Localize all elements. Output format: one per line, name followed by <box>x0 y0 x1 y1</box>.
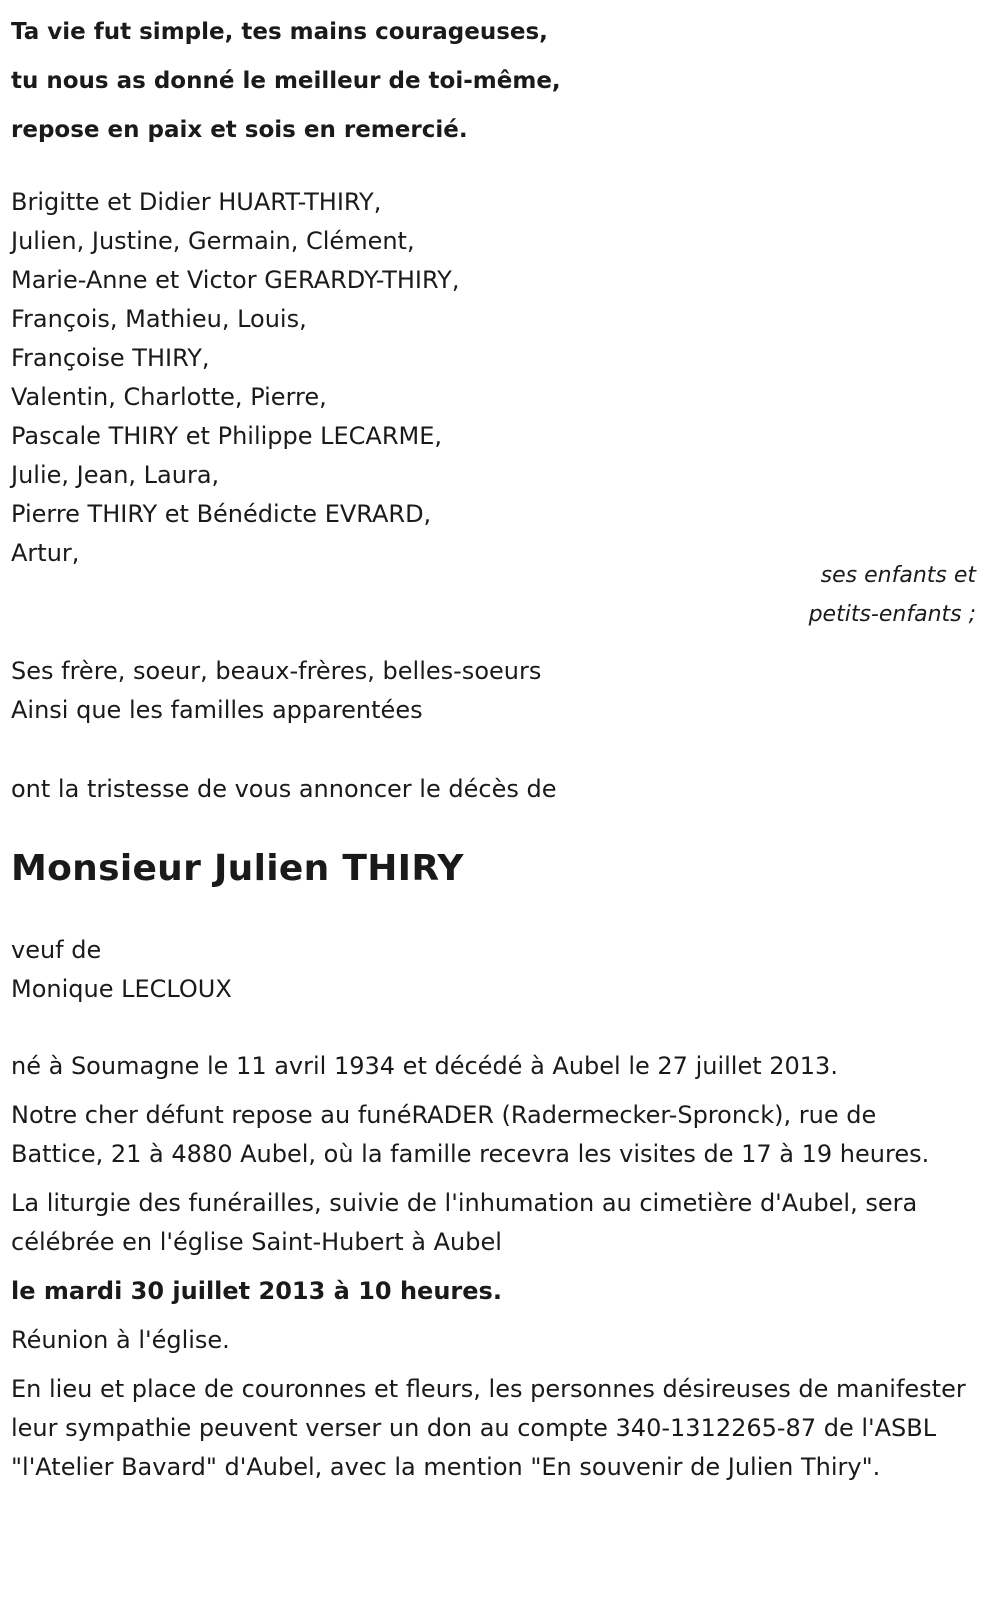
family-relation-caption <box>11 556 976 634</box>
poem-line: Ta vie fut simple, tes mains courageuses, <box>11 19 548 45</box>
epitaph-poem <box>11 0 976 155</box>
extended-family <box>11 652 976 730</box>
announcement-text: ont la tristesse de vous annoncer le décès de <box>11 775 557 803</box>
spouse-line: veuf de <box>11 936 102 964</box>
extended-family-line: Ainsi que les familles apparentées <box>11 696 423 724</box>
spouse-name: Monique LECLOUX <box>11 975 232 1003</box>
rest-place-info: Notre cher défunt repose au funéRADER (Radermecker-Spronck), rue de Battice, 21 à 4880 Aubel, où la famille recevra les visites de 17 à 19 heures. <box>11 1101 930 1168</box>
spouse-info <box>11 931 976 1009</box>
extended-family-line: Ses frère, soeur, beaux-frères, belles-soeurs <box>11 657 542 685</box>
liturgy-info: La liturgie des funérailles, suivie de l'inhumation au cimetière d'Aubel, sera célébrée en l'église Saint-Hubert à Aubel <box>11 1189 918 1256</box>
ceremony-date: le mardi 30 juillet 2013 à 10 heures. <box>11 1277 502 1305</box>
family-member-line: François, Mathieu, Louis, <box>11 305 307 333</box>
deceased-name: Monsieur Julien THIRY <box>11 848 464 889</box>
family-member-line: Marie-Anne et Victor GERARDY-THIRY, <box>11 266 460 294</box>
relation-line: petits-enfants ; <box>808 602 976 627</box>
family-member-line: Valentin, Charlotte, Pierre, <box>11 383 327 411</box>
donation-info: En lieu et place de couronnes et fleurs, les personnes désireuses de manifester leur sympathie peuvent verser un don au compte 340-1312265-87 de l'ASBL "l'Atelier Bavard" d'Aubel, avec la mention "En souvenir de Julien Thiry". <box>11 1375 966 1481</box>
meeting-info: Réunion à l'église. <box>11 1326 230 1354</box>
family-list <box>11 183 976 573</box>
relation-line: ses enfants et <box>820 563 976 588</box>
family-member-line: Julien, Justine, Germain, Clément, <box>11 227 415 255</box>
family-member-line: Brigitte et Didier HUART-THIRY, <box>11 188 382 216</box>
poem-line: repose en paix et sois en remercié. <box>11 117 468 143</box>
poem-line: tu nous as donné le meilleur de toi-même, <box>11 68 561 94</box>
birth-death-dates: né à Soumagne le 11 avril 1934 et décédé à Aubel le 27 juillet 2013. <box>11 1052 838 1080</box>
family-member-line: Françoise THIRY, <box>11 344 210 372</box>
family-member-line: Pierre THIRY et Bénédicte EVRARD, <box>11 500 432 528</box>
family-member-line: Julie, Jean, Laura, <box>11 461 220 489</box>
obituary-notice <box>11 0 976 1497</box>
family-member-line: Artur, <box>11 539 80 567</box>
family-member-line: Pascale THIRY et Philippe LECARME, <box>11 422 443 450</box>
